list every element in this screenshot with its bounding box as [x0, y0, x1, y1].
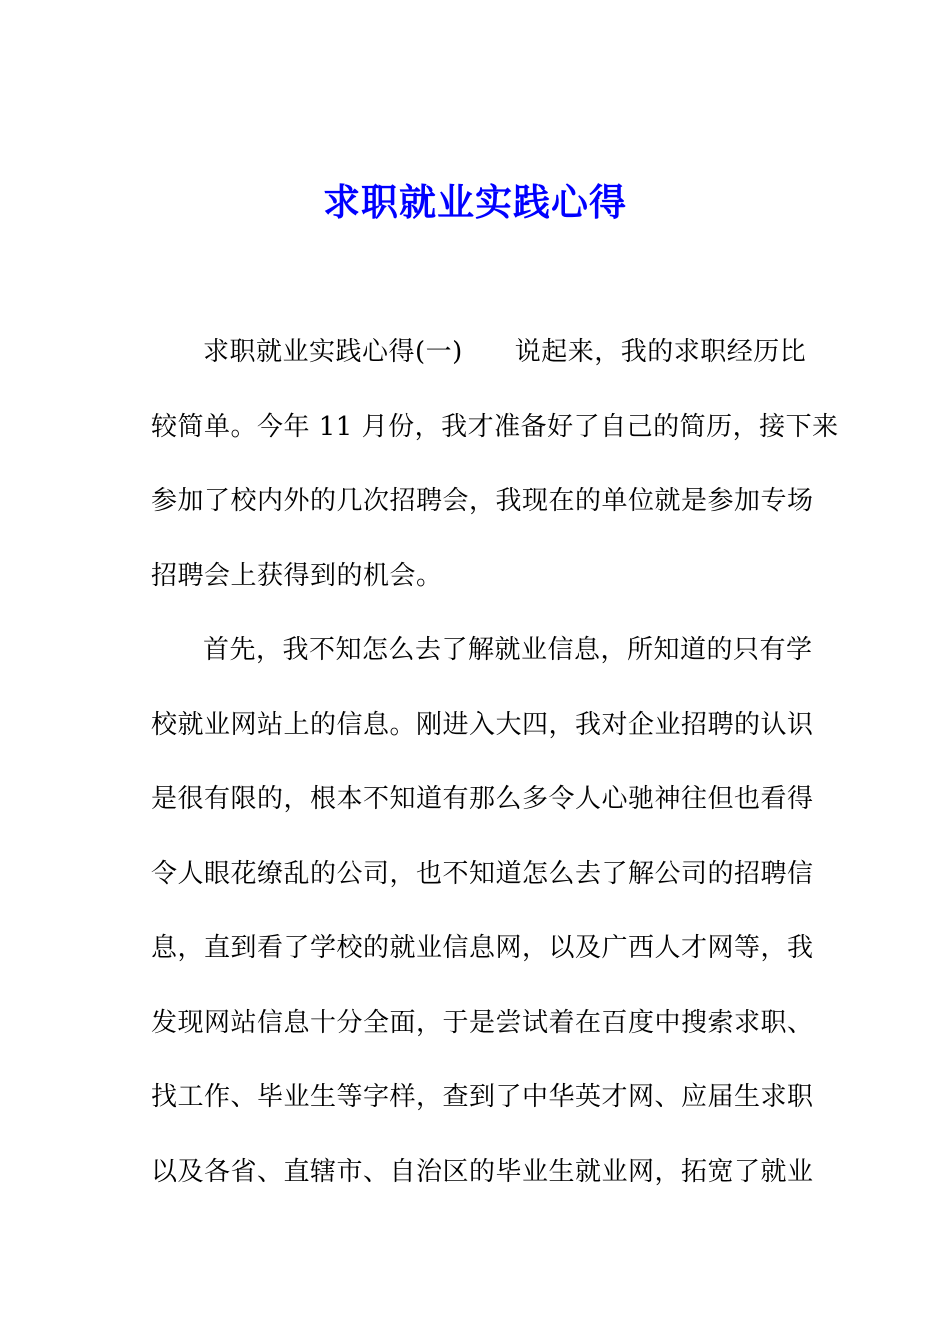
section-heading: 求职就业实践心得(一)	[203, 337, 463, 367]
paragraph-line: 以及各省、直辖市、自治区的毕业生就业网，拓宽了就业	[151, 1156, 814, 1187]
paragraph-line: 找工作、毕业生等字样，查到了中华英才网、应届生求职	[151, 1082, 814, 1112]
paragraph-line: 息，直到看了学校的就业信息网，以及广西人才网等，我	[151, 933, 814, 963]
paragraph-line: 参加了校内外的几次招聘会，我现在的单位就是参加专场	[151, 486, 814, 516]
paragraph-line: 首先，我不知怎么去了解就业信息，所知道的只有学	[203, 635, 813, 665]
paragraph-line: 校就业网站上的信息。刚进入大四，我对企业招聘的认识	[151, 709, 814, 740]
paragraph-line: 较简单。今年 11 月份，我才准备好了自己的简历，接下来	[151, 411, 839, 442]
paragraph-line	[151, 315, 807, 390]
document-body	[151, 315, 839, 1209]
paragraph-text: 说起来，我的求职经历比	[514, 337, 807, 367]
paragraph-1	[151, 315, 839, 613]
paragraph-2	[151, 613, 814, 1209]
paragraph-line: 是很有限的，根本不知道有那么多令人心驰神往但也看得	[151, 784, 814, 814]
paragraph-line: 令人眼花缭乱的公司，也不知道怎么去了解公司的招聘信	[151, 858, 814, 889]
document-title: 求职就业实践心得	[323, 180, 627, 224]
paragraph-line: 招聘会上获得到的机会。	[151, 560, 443, 591]
paragraph-line: 发现网站信息十分全面，于是尝试着在百度中搜索求职、	[151, 1007, 814, 1038]
